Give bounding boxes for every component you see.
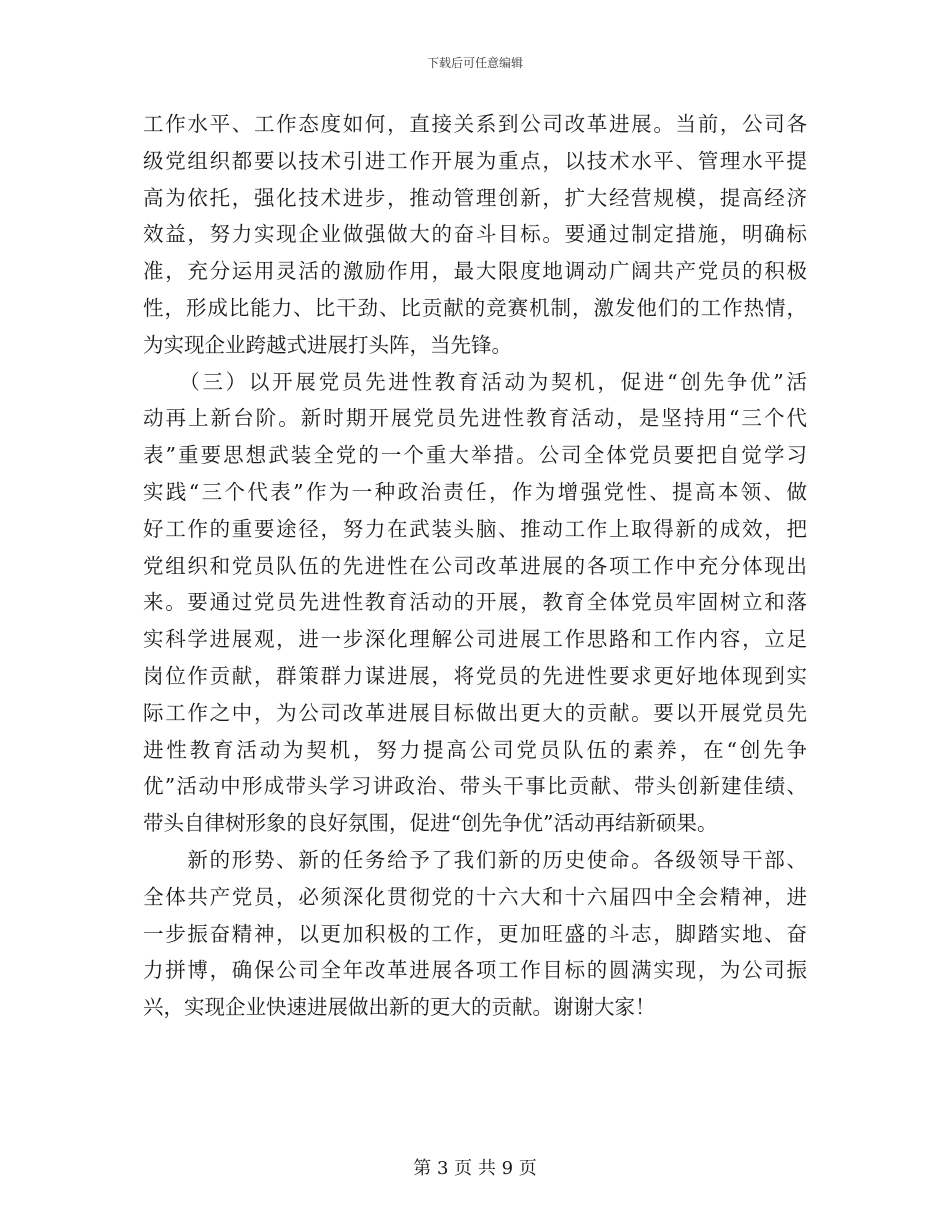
body-line: 优”活动中形成带头学习讲政治、带头干事比贡献、带头创新建佳绩、	[143, 774, 807, 799]
body-line: 党组织和党员队伍的先进性在公司改革进展的各项工作中充分体现出	[143, 553, 807, 578]
body-line: 新的形势、新的任务给予了我们新的历史使命。各级领导干部、	[143, 847, 807, 872]
body-line: 全体共产党员，必须深化贯彻党的十六大和十六届四中全会精神，进	[143, 884, 807, 909]
body-line: 实科学进展观，进一步深化理解公司进展工作思路和工作内容，立足	[143, 627, 807, 652]
body-line: 高为依托，强化技术进步，推动管理创新，扩大经营规模，提高经济	[143, 185, 807, 210]
page-header: 下载后可任意编辑	[426, 56, 523, 70]
body-line: 带头自律树形象的良好氛围，促进“创先争优”活动再结新硕果。	[143, 811, 718, 836]
body-line: 一步振奋精神，以更加积极的工作，更加旺盛的斗志，脚踏实地、奋	[143, 921, 807, 946]
document-body	[143, 106, 807, 1026]
body-line: 级党组织都要以技术引进工作开展为重点，以技术水平、管理水平提	[143, 148, 807, 173]
page-number-footer: 第 3 页 共 9 页	[413, 1158, 537, 1179]
body-line: 岗位作贡献，群策群力谋进展，将党员的先进性要求更好地体现到实	[143, 663, 807, 688]
body-line: 为实现企业跨越式进展打头阵，当先锋。	[143, 332, 512, 357]
body-line: 进性教育活动为契机，努力提高公司党员队伍的素养，在“创先争	[143, 737, 807, 762]
body-line: 表”重要思想武装全党的一个重大举措。公司全体党员要把自觉学习	[143, 443, 807, 468]
body-line: 力拼博，确保公司全年改革进展各项工作目标的圆满实现，为公司振	[143, 958, 807, 983]
body-line: 动再上新台阶。新时期开展党员先进性教育活动，是坚持用“三个代	[143, 406, 807, 431]
body-line: 好工作的重要途径，努力在武装头脑、推动工作上取得新的成效，把	[143, 516, 807, 541]
body-line: 准，充分运用灵活的激励作用，最大限度地调动广阔共产党员的积极	[143, 259, 807, 284]
body-line: 际工作之中，为公司改革进展目标做出更大的贡献。要以开展党员先	[143, 700, 807, 725]
body-line: 兴，实现企业快速进展做出新的更大的贡献。谢谢大家！	[143, 995, 656, 1020]
body-line: （三）以开展党员先进性教育活动为契机，促进“创先争优”活	[143, 369, 807, 394]
body-line: 来。要通过党员先进性教育活动的开展，教育全体党员牢固树立和落	[143, 590, 807, 615]
body-line: 效益，努力实现企业做强做大的奋斗目标。要通过制定措施，明确标	[143, 222, 807, 247]
body-line: 实践“三个代表”作为一种政治责任，作为增强党性、提高本领、做	[143, 479, 807, 504]
body-line: 性，形成比能力、比干劲、比贡献的竞赛机制，激发他们的工作热情，	[143, 295, 807, 320]
body-line: 工作水平、工作态度如何，直接关系到公司改革进展。当前，公司各	[143, 112, 807, 136]
